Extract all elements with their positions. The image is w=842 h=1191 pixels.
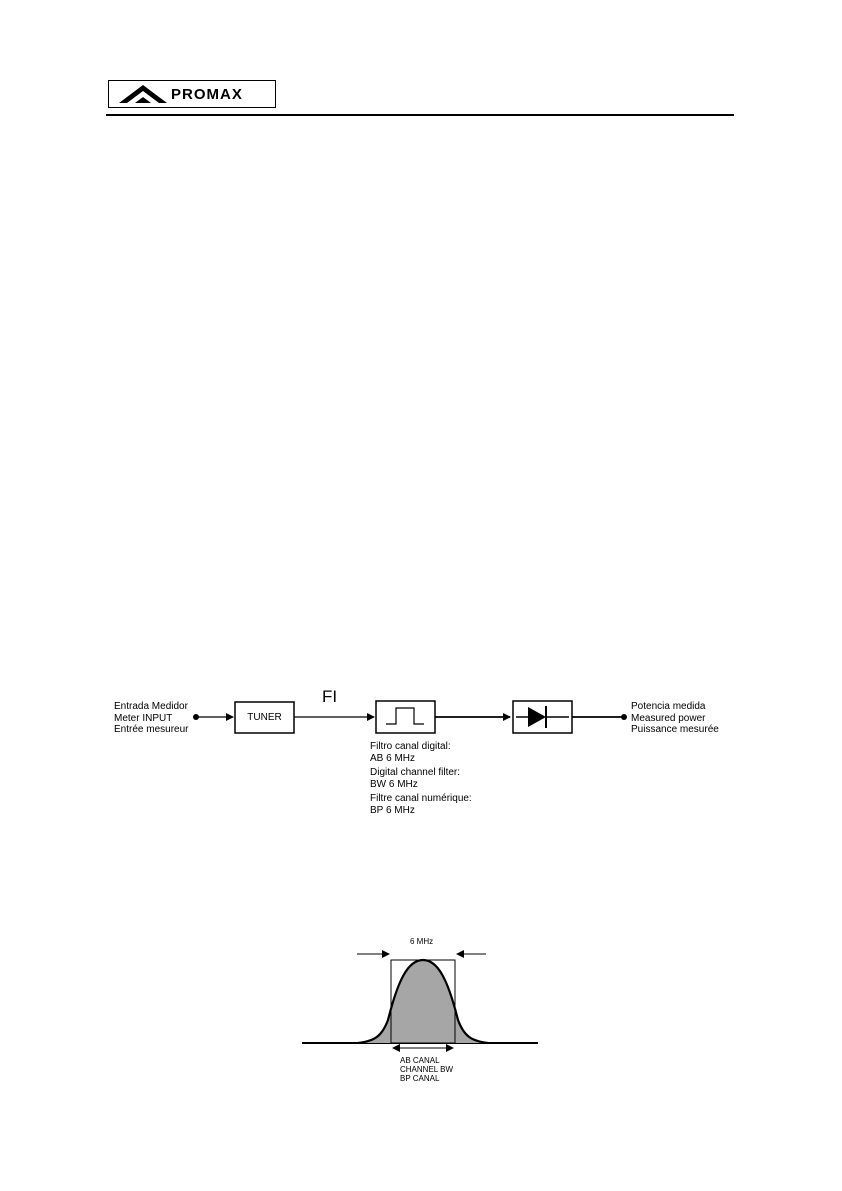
channel-bw-label: AB CANAL CHANNEL BW BP CANAL	[400, 1056, 454, 1083]
filter-note-es: Filtro canal digital: AB 6 MHz	[370, 741, 451, 764]
channel-spectrum-fill	[358, 960, 488, 1043]
brand-name: PROMAX	[171, 86, 243, 103]
filter-note-fr: Filtre canal numérique: BP 6 MHz	[370, 793, 472, 816]
filter-note-en: Digital channel filter: BW 6 MHz	[370, 767, 461, 790]
if-label: FI	[322, 687, 338, 706]
input-label: Entrada Medidor Meter INPUT Entrée mesureur	[114, 701, 189, 735]
output-node	[621, 714, 627, 720]
filter-notes	[370, 741, 472, 816]
channel-filter-block	[376, 701, 435, 733]
bandwidth-label: 6 MHz	[410, 937, 434, 946]
tuner-label: TUNER	[247, 712, 282, 723]
output-label: Potencia medida Measured power Puissance mesurée	[631, 701, 719, 735]
